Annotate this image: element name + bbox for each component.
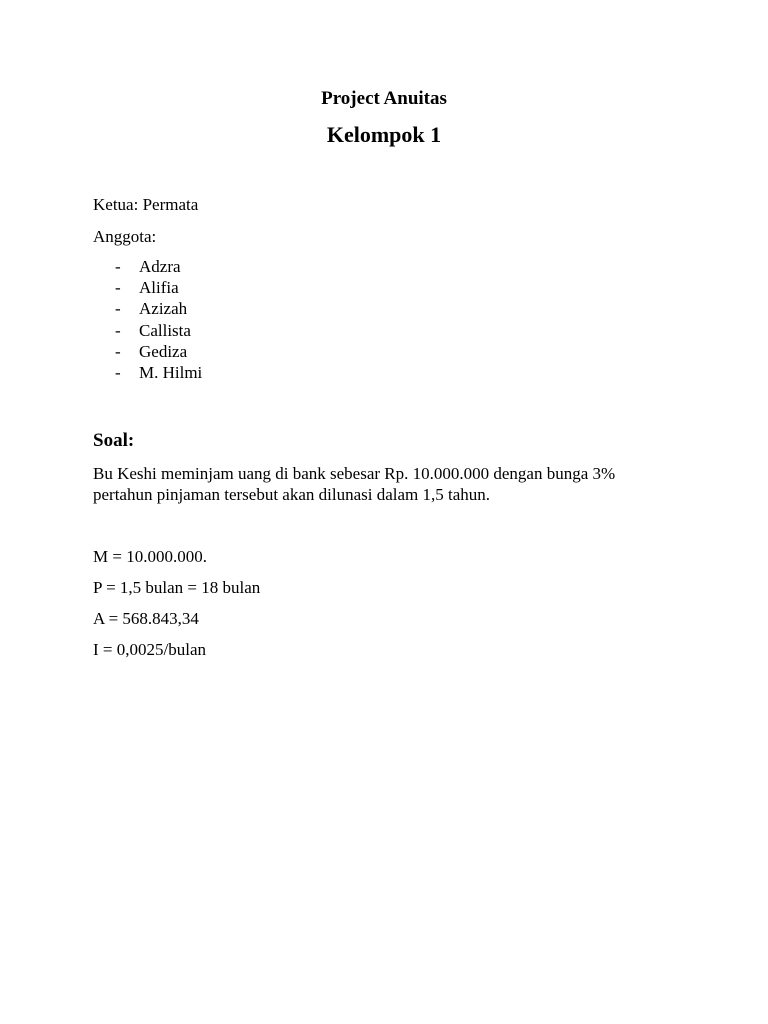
variable-m: M = 10.000.000. bbox=[93, 547, 207, 566]
members-list bbox=[93, 256, 202, 383]
problem-heading: Soal: bbox=[93, 430, 135, 451]
members-label: Anggota: bbox=[93, 227, 157, 246]
member-name: Callista bbox=[139, 320, 191, 340]
dash-bullet: - bbox=[115, 257, 121, 276]
list-item bbox=[93, 256, 202, 277]
problem-line: pertahun pinjaman tersebut akan dilunasi dalam 1,5 tahun. bbox=[93, 485, 491, 504]
list-item bbox=[93, 341, 202, 362]
member-name: Alifia bbox=[139, 278, 179, 298]
leader-line: Ketua: Permata bbox=[93, 195, 199, 214]
dash-bullet: - bbox=[115, 363, 121, 383]
list-item bbox=[93, 320, 202, 341]
group-title: Kelompok 1 bbox=[326, 122, 442, 147]
member-name: Azizah bbox=[139, 299, 188, 319]
member-name: Adzra bbox=[139, 257, 181, 276]
variable-p: P = 1,5 bulan = 18 bulan bbox=[93, 578, 261, 597]
list-item bbox=[93, 362, 202, 383]
problem-line: Bu Keshi meminjam uang di bank sebesar Rp. 10.000.000 dengan bunga 3% bbox=[93, 464, 616, 483]
dash-bullet: - bbox=[115, 341, 121, 361]
member-name: Gediza bbox=[139, 341, 188, 361]
dash-bullet: - bbox=[115, 299, 121, 319]
list-item bbox=[93, 298, 202, 319]
variable-a: A = 568.843,34 bbox=[93, 609, 199, 628]
member-name: M. Hilmi bbox=[139, 363, 203, 383]
document-title: Project Anuitas bbox=[321, 88, 447, 109]
dash-bullet: - bbox=[115, 278, 121, 298]
list-item bbox=[93, 277, 202, 298]
dash-bullet: - bbox=[115, 320, 121, 340]
problem-statement bbox=[93, 463, 683, 505]
variable-i: I = 0,0025/bulan bbox=[93, 640, 206, 659]
